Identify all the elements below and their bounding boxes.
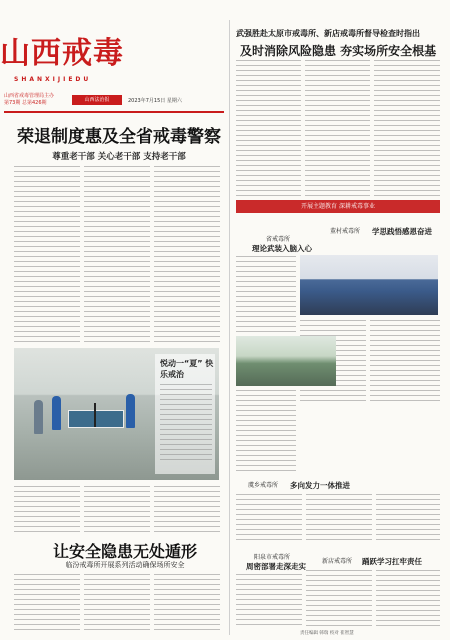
activity-photo [236, 336, 336, 386]
group-photo [300, 255, 438, 315]
ping-pong-table [68, 410, 124, 428]
article-text-block [236, 256, 296, 332]
section-title: 周密部署走深走实 [246, 562, 306, 571]
section-banner: 开展主题教育 深耕戒毒事业 [236, 200, 440, 213]
article-text-block [236, 574, 302, 626]
top-right-headline: 及时消除风险隐患 夯实场所安全根基 [240, 44, 437, 58]
section-title: 多向发力一体推进 [290, 481, 350, 490]
masthead-org: 山西省戒毒管理局主办 [4, 93, 55, 99]
article-text-block [236, 60, 301, 196]
article-text-block [84, 486, 150, 532]
person [126, 394, 135, 428]
article-text-block [154, 486, 220, 532]
article-text-block [236, 390, 296, 472]
article-text-block [306, 494, 372, 544]
article-text-block [14, 574, 80, 634]
masthead-title: 山西戒毒 [0, 36, 124, 71]
masthead-issue: 第73期 总第426期 [4, 100, 47, 106]
article-text-block [154, 166, 220, 342]
column-divider [229, 20, 230, 635]
masthead-badge: 山西法治报 [72, 95, 122, 105]
article-text-block [374, 60, 440, 196]
person [34, 400, 43, 434]
article-text-block [236, 494, 302, 544]
person [52, 396, 61, 430]
article-text-block [14, 166, 80, 342]
bottom-left-headline: 让安全隐患无处遁形 [52, 542, 197, 561]
ping-pong-photo [14, 348, 219, 480]
photo-caption-title: 悦动一“夏” 快乐戒治 [160, 359, 214, 379]
section-kicker: 虞乡戒毒所 [248, 482, 279, 489]
article-text-block [306, 570, 372, 626]
masthead-pinyin: SHANXIJIEDU [14, 76, 92, 83]
bottom-left-subheadline: 临汾戒毒所开展系列活动确保场所安全 [65, 561, 185, 569]
masthead-date: 2023年7月15日 星期六 [128, 98, 182, 104]
main-subheadline: 尊重老干部 关心老干部 支持老干部 [52, 152, 186, 162]
section-kicker: 省戒毒所 [266, 236, 291, 243]
masthead-rule [4, 111, 224, 113]
article-text-block [370, 320, 440, 404]
section-title: 踊跃学习扛牢责任 [362, 557, 422, 566]
main-headline: 荣退制度惠及全省戒毒警察 [17, 127, 221, 147]
section-kicker: 新店戒毒所 [322, 558, 353, 565]
section-kicker: 阳泉市戒毒所 [254, 554, 291, 561]
section-title: 学思践悟感恩奋进 [372, 227, 432, 236]
top-right-kicker: 武强胜赴太原市戒毒所、新店戒毒所督导检查时指出 [236, 29, 420, 38]
article-text-block [84, 166, 150, 342]
article-text-block [14, 486, 80, 532]
article-text-block [305, 60, 370, 196]
article-text-block [376, 494, 440, 544]
section-title: 理论武装入脑入心 [252, 244, 312, 253]
footer-editor: 责任编辑 韩瑞 校对 崔智慧 [300, 631, 354, 636]
article-text-block [84, 574, 150, 634]
section-kicker: 董村戒毒所 [330, 228, 361, 235]
article-text-block [154, 574, 220, 634]
photo-caption-text [160, 384, 212, 464]
ping-pong-net [94, 403, 96, 427]
article-text-block [376, 570, 440, 626]
